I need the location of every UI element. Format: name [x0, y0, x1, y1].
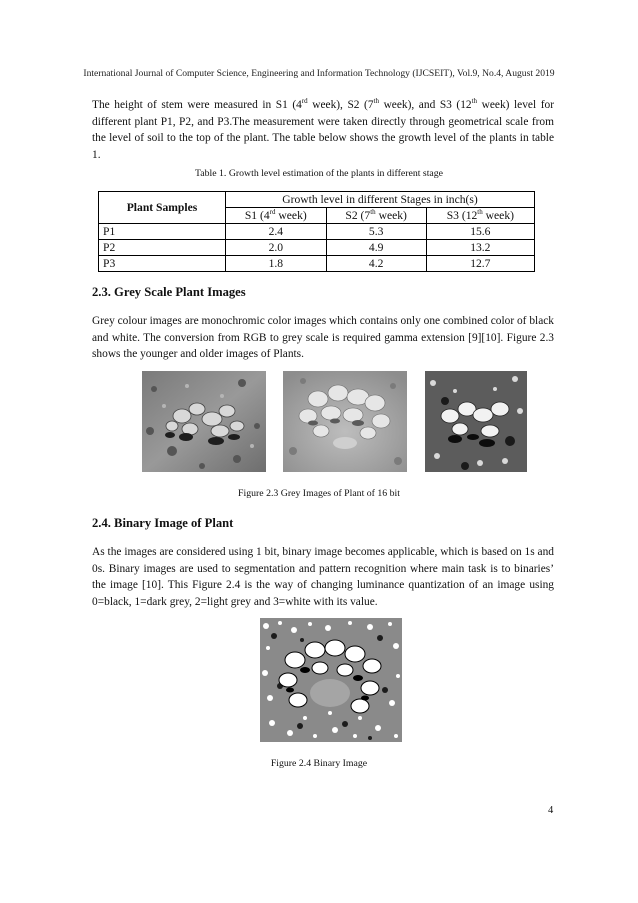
row-plant-label: P2	[99, 240, 226, 256]
page-number: 4	[548, 805, 554, 816]
table-cell: 4.9	[326, 240, 426, 256]
header-stage-s3: S3 (12th week)	[426, 208, 534, 224]
table-cell: 13.2	[426, 240, 534, 256]
grey-scale-paragraph: Grey colour images are monochromic color images which contains only one combined color of black and white. The conversion from RGB to grey scale is required gamma extension [9][10]. Figure 2.3 shows the younger and older images of Plants.	[92, 315, 554, 361]
figure-2-3-caption: Figure 2.3 Grey Images of Plant of 16 bit	[238, 488, 400, 499]
table-cell: 5.3	[326, 224, 426, 240]
table-cell: 4.2	[326, 256, 426, 272]
table-row	[99, 224, 535, 240]
growth-table	[98, 191, 535, 272]
header-stage-s1: S1 (4rd week)	[226, 208, 327, 224]
section-heading-grey-scale: 2.3. Grey Scale Plant Images	[92, 285, 246, 299]
table-row	[99, 256, 535, 272]
header-growth-level: Growth level in different Stages in inch(s)	[226, 192, 535, 208]
intro-sup-3: th	[471, 97, 478, 106]
binary-image-paragraph: As the images are considered using 1 bit, binary image becomes applicable, which is based on 1s and 0s. Binary images are used to segmentation and pattern recognition where main task is to binaries’ the image [10]. This Figure 2.4 is the way of changing luminance quantization of an image using 0=black, 1=dark grey, 2=light grey and 3=white with its value.	[92, 546, 554, 608]
table-cell: 2.4	[226, 224, 327, 240]
intro-paragraph	[92, 97, 554, 163]
table-cell: 1.8	[226, 256, 327, 272]
table-cell: 2.0	[226, 240, 327, 256]
header-stage-s2: S2 (7th week)	[326, 208, 426, 224]
row-plant-label: P1	[99, 224, 226, 240]
binary-plant-image	[260, 618, 402, 742]
table-cell: 15.6	[426, 224, 534, 240]
table-header-row	[99, 192, 535, 208]
section-heading-binary-image: 2.4. Binary Image of Plant	[92, 516, 234, 530]
intro-text-2: week), S2 (7	[307, 99, 374, 111]
figure-2-4-caption: Figure 2.4 Binary Image	[270, 758, 368, 769]
intro-text-4: week) level for different plant P1, P2, and P3.The measurement were taken directly through geometrical scale from the level of soil to the top of the plant. The table below shows the growth level of the plants in table 1.	[92, 99, 554, 161]
grey-plant-image-2	[283, 371, 407, 472]
intro-text-3: week), and S3 (12	[379, 99, 472, 111]
table-cell: 12.7	[426, 256, 534, 272]
grey-plant-image-1	[142, 371, 266, 472]
grey-plant-image-3	[425, 371, 527, 472]
table-row	[99, 240, 535, 256]
intro-text-1: The height of stem were measured in S1 (4	[92, 99, 302, 111]
table-caption: Table 1. Growth level estimation of the plants in different stage	[194, 168, 444, 179]
header-plant-samples: Plant Samples	[99, 192, 226, 224]
row-plant-label: P3	[99, 256, 226, 272]
intro-sup-2: th	[373, 97, 380, 106]
intro-sup-1: rd	[301, 97, 308, 106]
running-head: International Journal of Computer Science, Engineering and Information Technology (IJCSEIT), Vol.9, No.4, August 2019	[83, 68, 555, 79]
